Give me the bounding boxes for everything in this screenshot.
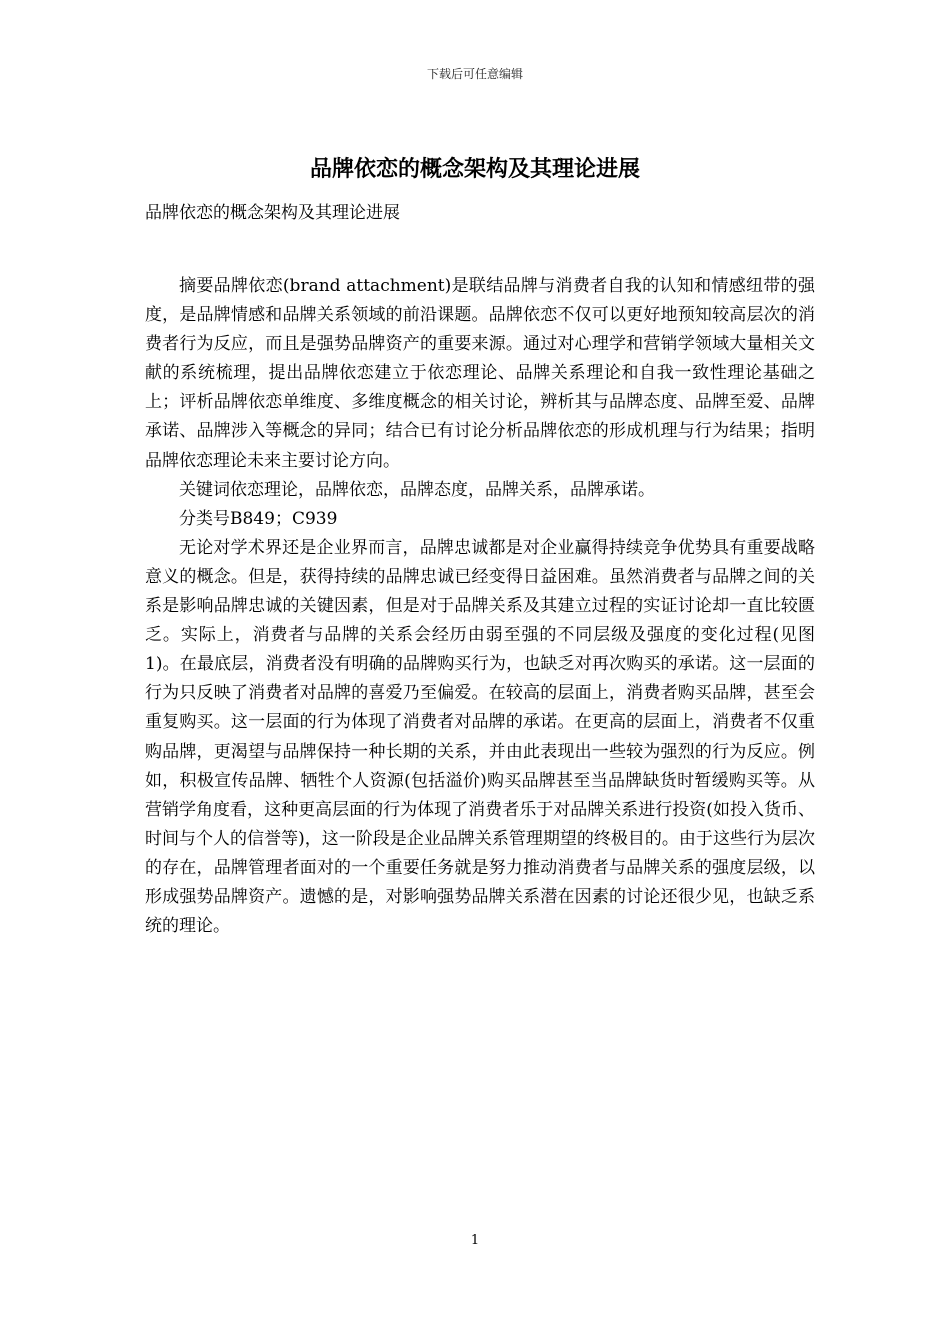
keywords-paragraph: 关键词依恋理论，品牌依恋，品牌态度，品牌关系，品牌承诺。 xyxy=(179,479,655,500)
page-number: 1 xyxy=(470,1233,480,1248)
abstract-paragraph: 摘要品牌依恋(brand attachment)是联结品牌与消费者自我的认知和情感纽带的强度，是品牌情感和品牌关系领域的前沿课题。品牌依恋不仅可以更好地预知较高层次的消费者行为反应，而且是强势品牌资产的重要来源。通过对心理学和营销学领域大量相关文献的系统梳理，提出品牌依恋建立于依恋理论、品牌关系理论和自我一致性理论基础之上；评析品牌依恋单维度、多维度概念的相关讨论，辨析其与品牌态度、品牌至爱、品牌承诺、品牌涉入等概念的异同；结合已有讨论分析品牌依恋的形成机理与行为结果；指明品牌依恋理论未来主要讨论方向。 xyxy=(145,276,815,471)
body-paragraph: 无论对学术界还是企业界而言，品牌忠诚都是对企业赢得持续竞争优势具有重要战略意义的概念。但是，获得持续的品牌忠诚已经变得日益困难。虽然消费者与品牌之间的关系是影响品牌忠诚的关键因素，但是对于品牌关系及其建立过程的实证讨论却一直比较匮乏。实际上，消费者与品牌的关系会经历由弱至强的不同层级及强度的变化过程(见图1)。在最底层，消费者没有明确的品牌购买行为，也缺乏对再次购买的承诺。这一层面的行为只反映了消费者对品牌的喜爱乃至偏爱。在较高的层面上，消费者购买品牌，甚至会重复购买。这一层面的行为体现了消费者对品牌的承诺。在更高的层面上，消费者不仅重购品牌，更渴望与品牌保持一种长期的关系，并由此表现出一些较为强烈的行为反应。例如，积极宣传品牌、牺牲个人资源(包括溢价)购买品牌甚至当品牌缺货时暂缓购买等。从营销学角度看，这种更高层面的行为体现了消费者乐于对品牌关系进行投资(如投入货币、时间与个人的信誉等)，这一阶段是企业品牌关系管理期望的终极目的。由于这些行为层次的存在，品牌管理者面对的一个重要任务就是努力推动消费者与品牌关系的强度层级，以形成强势品牌资产。遗憾的是，对影响强势品牌关系潜在因素的讨论还很少见，也缺乏系统的理论。 xyxy=(145,537,815,937)
document-title: 品牌依恋的概念架构及其理论进展 xyxy=(309,156,640,182)
document-body xyxy=(145,272,815,941)
document-subtitle: 品牌依恋的概念架构及其理论进展 xyxy=(145,203,400,223)
classification-paragraph: 分类号B849；C939 xyxy=(179,508,338,529)
header-note: 下载后可任意编辑 xyxy=(426,67,523,81)
